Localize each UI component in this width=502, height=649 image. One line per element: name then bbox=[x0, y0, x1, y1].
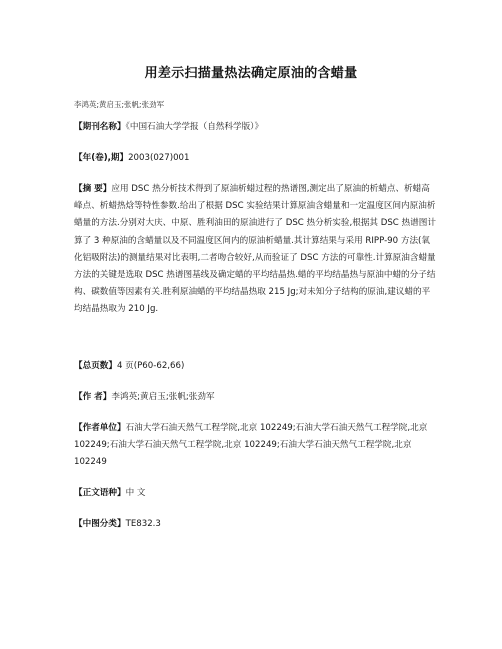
authors-line: 李鸿英;黄启玉;张帆;张劲军 bbox=[74, 100, 165, 109]
language-label: 【正文语种】 bbox=[74, 488, 126, 498]
volume-value: 2003(027)001 bbox=[128, 153, 190, 163]
author-unit-value: 石油大学石油天然气工程学院,北京 102249;石油大学石油天然气工程学院,北京 102249;石油大学石油天然气工程学院,北京 102249;石油大学石油天然气工程学院,北京 102249 bbox=[74, 423, 428, 468]
journal-field bbox=[74, 119, 436, 136]
journal-label: 【期刊名称】 bbox=[74, 122, 126, 132]
pages-label: 【总页数】 bbox=[74, 361, 117, 371]
author-label: 【作 者】 bbox=[74, 392, 112, 402]
volume-field bbox=[74, 150, 436, 167]
author-unit-field bbox=[74, 420, 436, 472]
language-value: 中 文 bbox=[125, 488, 146, 498]
pages-value: 4 页(P60-62,66) bbox=[116, 361, 185, 371]
classification-value: TE832.3 bbox=[125, 519, 161, 529]
journal-value: 《中国石油大学学报（自然科学版）》 bbox=[125, 122, 264, 132]
author-value: 李鸿英;黄启玉;张帆;张劲军 bbox=[111, 392, 215, 402]
author-unit-label: 【作者单位】 bbox=[74, 423, 126, 433]
document-title: 用差示扫描量热法确定原油的含蜡量 bbox=[144, 66, 358, 81]
abstract-value: 应用 DSC 热分析技术得到了原油析蜡过程的热谱图,测定出了原油的析蜡点、析蜡高峰点、析蜡热焓等特性参数.给出了根据 DSC 实验结果计算原油含蜡量和一定温度区间内原油析蜡量的方法.分别对大庆、中原、胜利油田的原油进行了 DSC 热分析实验,根据其 DSC 热谱图计算了 3 种原油的含蜡量以及不同温度区间内的原油析蜡量.其计算结果与采用 RIPP-90 方法(氧化铝吸附法)的测量结果对比表明,二者吻合较好,从而验证了 DSC 方法的可靠性.计算原油含蜡量方法的关键是选取 DSC 热谱图基线及确定蜡的平均结晶热.蜡的平均结晶热与原油中蜡的分子结构、碳数值等因素有关.胜利原油蜡的平均结晶热取 215 Jg;对未知分子结构的原油,建议蜡的平均结晶热取为 210 Jg. bbox=[74, 184, 436, 315]
classification-field bbox=[74, 516, 436, 533]
author-field bbox=[74, 389, 436, 406]
classification-label: 【中图分类】 bbox=[74, 519, 126, 529]
abstract-label: 【摘 要】 bbox=[74, 184, 112, 194]
abstract-field bbox=[74, 181, 436, 319]
language-field bbox=[74, 485, 436, 502]
volume-label: 【年(卷),期】 bbox=[74, 153, 129, 163]
pages-field bbox=[74, 358, 436, 375]
